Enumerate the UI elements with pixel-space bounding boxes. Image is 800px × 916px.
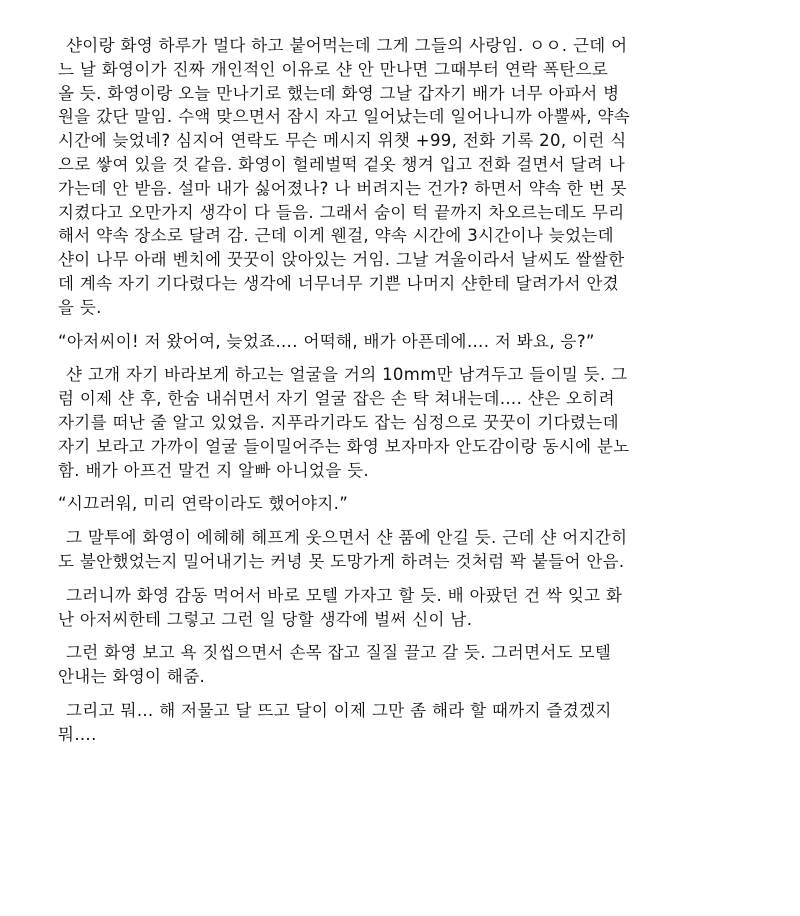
dialogue-shan: “시끄러워, 미리 연락이라도 했어야지.” xyxy=(58,494,349,514)
paragraph-motel: 그러니까 화영 감동 먹어서 바로 모텔 가자고 할 듯. 배 아팠던 건 싹 잊고 화 난 아저씨한테 그렇고 그런 일 당할 생각에 벌써 신이 남. xyxy=(58,585,623,629)
paragraph-dragging: 그런 화영 보고 욕 짓씹으면서 손목 잡고 질질 끌고 갈 듯. 그러면서도 모텔 안내는 화영이 해줌. xyxy=(58,643,612,687)
paragraph-embrace: 그 말투에 화영이 에헤헤 헤프게 웃으면서 샨 품에 안길 듯. 근데 샨 어지간히 도 불안했었는지 밀어내기는 커녕 못 도망가게 하려는 것처럼 꽉 붙들어 안음. xyxy=(58,528,628,571)
paragraph-intro: 샨이랑 화영 하루가 멀다 하고 붙어먹는데 그게 그들의 사랑임. ㅇㅇ. 근데 어 느 날 화영이가 진짜 개인적인 이유로 샨 안 만나면 그때부터 연락 폭탄으로 올 듯. 화영이랑 오늘 만나기로 했는데 화영 그날 갑자기 배가 너무 아파서 병 원을 갔단 말임. 수액 맞으면서 잠시 자고 일어났는데 일어나니까 아뿔싸, 약속 시간에 늦었네? 심지어 연락도 무슨 메시지 위챗 +99, 전화 기록 20, 이런 식 으로 쌓여 있을 것 같음. 화영이 헐레벌떡 겉옷 챙겨 입고 전화 걸면서 달려 나 가는데 안 받음. 설마 내가 싫어졌나? 나 버려지는 건가? 하면서 약속 한 번 못 지켰다고 오만가지 생각이 다 들음. 그래서 숨이 턱 끝까지 차오르는데도 무리 해서 약속 장소로 달려 감. 근데 이게 웬걸, 약속 시간에 3시간이나 늦었는데 샨이 나무 아래 벤치에 꿋꿋이 앉아있는 거임. 그날 겨울이라서 날씨도 쌀쌀한 데 계속 자기 기다렸다는 생각에 너무너무 기쁜 나머지 샨한테 달려가서 안겼 을 듯. xyxy=(58,36,631,317)
document-body xyxy=(58,34,758,757)
paragraph-ending: 그리고 뭐… 해 저물고 달 뜨고 달이 이제 그만 좀 해라 할 때까지 즐겼겠지 뭐…. xyxy=(58,700,612,744)
dialogue-hwayoung: “아저씨이! 저 왔어여, 늦었죠…. 어떡해, 배가 아픈데에…. 저 봐요, 응?” xyxy=(58,331,595,351)
paragraph-face-close: 샨 고개 자기 바라보게 하고는 얼굴을 거의 10mm만 남겨두고 들이밀 듯. 그 럼 이제 샨 후, 한숨 내쉬면서 자기 얼굴 잡은 손 탁 쳐내는데…. 샨은 오히려 자기를 떠난 줄 알고 있었음. 지푸라기라도 잡는 심정으로 꿋꿋이 기다렸는데 자기 보라고 가까이 얼굴 들이밀어주는 화영 보자마자 안도감이랑 동시에 분노 함. 배가 아프건 말건 지 알빠 아니었을 듯. xyxy=(58,365,630,480)
